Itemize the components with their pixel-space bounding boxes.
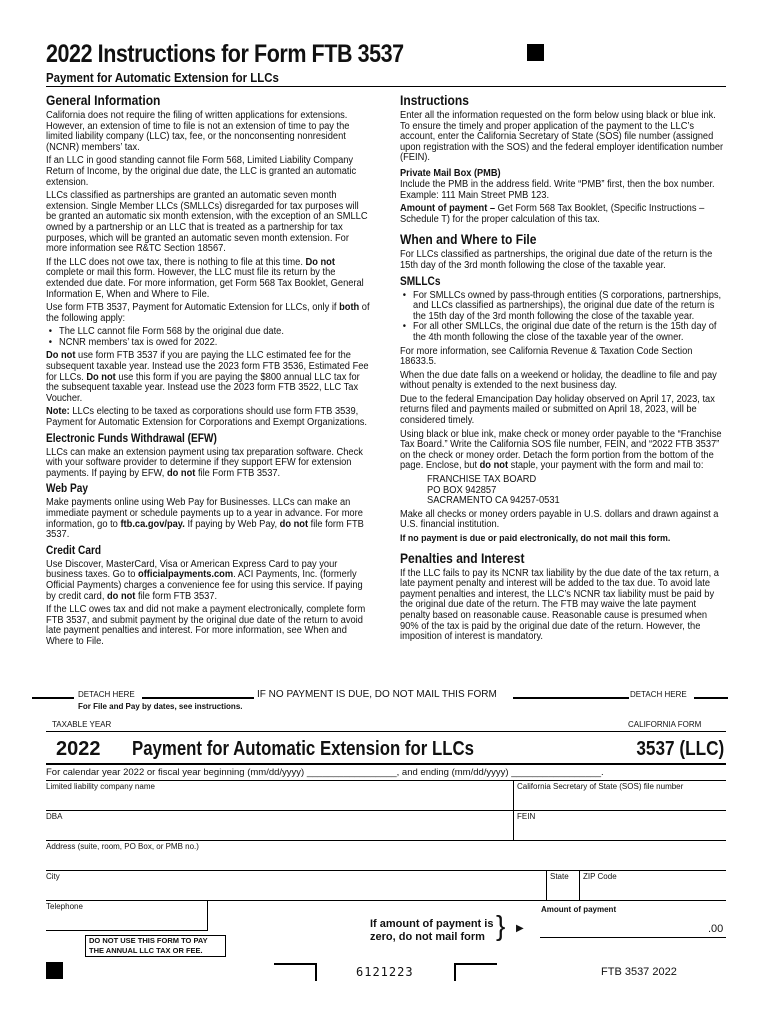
paragraph: When the due date falls on a weekend or holiday, the deadline to file and pay without penalty is extended to the next business day. [400,369,717,392]
mailing-address: FRANCHISE TAX BOARD PO BOX 942857 SACRAMENTO CA 94257-0531 [427,474,560,507]
detach-dash [513,697,629,699]
sos-file-number-label: California Secretary of State (SOS) file number [517,782,684,791]
field-rule [46,870,726,871]
period-line: For calendar year 2022 or fiscal year beginning (mm/dd/yyyy) _________________, and ending (mm/dd/yyyy) _________________. [46,767,604,778]
paragraph: Use form FTB 3537, Payment for Automatic Extension for LLCs, only if both of the following apply: [46,302,370,324]
paragraph: Make all checks or money orders payable in U.S. dollars and drawn against a U.S. financial institution. [400,508,719,531]
paragraph: Do not use form FTB 3537 if you are paying the LLC estimated fee for the subsequent taxable year. Instead use the 2023 form FTB 3536, Estimated Fee for LLCs. Do not use this form if you are paying the $800 annual LLC tax for the subsequent taxable year. Instead use the 2023 form FTB 3522, LLC Tax Voucher. [46,350,369,404]
no-payment-notice: If no payment is due or paid electronically, do not mail this form. [400,533,671,544]
detach-center-text: IF NO PAYMENT IS DUE, DO NOT MAIL THIS FORM [257,689,497,700]
field-divider [207,900,208,930]
california-form-label: CALIFORNIA FORM [628,720,702,729]
paragraph: If an LLC in good standing cannot file Form 568, Limited Liability Company Return of Income, by the original due date, the LLC is granted an automatic extension. [46,155,357,188]
paragraph: LLCs classified as partnerships are granted an automatic seven month extension. Single Member LLCs (SMLLCs) disregarded for tax purposes will be granted an automatic six month extension, with the exception of an SMLLC owned by a partnership or an LLC that is treated as a partnership for tax purposes, which will be granted an automatic seven month extension. For more information see R&TC Section 18567. [46,190,368,255]
scan-bracket-left [274,963,317,981]
dba-label: DBA [46,812,63,821]
when-where-heading: When and Where to File [400,231,537,248]
paragraph: Using black or blue ink, make check or money order payable to the “Franchise Tax Board.” Write the California SOS file number, FEIN, and “2022 FTB 3537” on the check or money order. Detach the form portion from the bottom of the page. Enclose, but do not staple, your payment with the form and mail to: [400,428,722,472]
form-code: 6121223 [356,965,414,979]
smllcs-heading: SMLLCs [400,275,441,288]
paragraph: Include the PMB in the address field. Write “PMB” first, then the box number. Example: 111 Main Street PMB 123. [400,178,715,201]
header-rule [46,86,726,87]
annual-tax-notice: DO NOT USE THIS FORM TO PAY THE ANNUAL LLC TAX OR FEE. [85,935,226,957]
paragraph: Due to the federal Emancipation Day holiday observed on April 17, 2023, tax returns filed and payments mailed or submitted on April 18, 2023, will be considered timely. [400,393,715,427]
page-subtitle: Payment for Automatic Extension for LLCs [46,70,279,85]
detach-here-right: DETACH HERE [630,690,687,699]
file-pay-note: For File and Pay by dates, see instructions. [78,702,243,711]
scan-bracket-right [454,963,497,981]
pmb-heading: Private Mail Box (PMB) [400,166,501,179]
list-item: • The LLC cannot file Form 568 by the original due date. [46,327,370,338]
list-item: • For all other SMLLCs, the original due date of the return is the 15th day of the 4th month following the close of the taxable year of the owner. [400,322,726,343]
page-title: 2022 Instructions for Form FTB 3537 [46,40,404,68]
detach-dash [694,697,728,699]
arrow-right-icon: ▶ [516,923,524,934]
paragraph: LLCs can make an extension payment using tax preparation software. Check with your software provider to determine if they support EFW for extension payments. If paying by EFW, do not file Form FTB 3537. [46,446,363,479]
voucher-top-rule [46,731,726,732]
field-divider [579,870,580,900]
field-rule [46,810,726,811]
form-year: 2022 [56,738,101,760]
instructions-heading: Instructions [400,92,469,108]
paragraph: For LLCs classified as partnerships, the original due date of the return is the 15th day of the 3rd month following the close of the taxable year. [400,249,713,271]
smllc-list [400,291,726,344]
web-pay-heading: Web Pay [46,483,89,496]
paragraph: If the LLC owes tax and did not make a payment electronically, complete form FTB 3537, and submit payment by the original due date of the return to avoid late payment penalties and interest. For more information, see When and Where to File. [46,604,366,647]
zip-code-label: ZIP Code [583,872,617,881]
detach-here-left: DETACH HERE [78,690,135,699]
fein-label: FEIN [517,812,536,821]
paragraph: Enter all the information requested on the form below using black or blue ink. To ensure the timely and proper application of the payment to the LLC’s account, enter the California Secretary of State (SOS) file number (assigned upon registration with the SOS) and the federal employer identification number (FEIN). [400,110,724,164]
telephone-label: Telephone [46,902,83,911]
field-rule [46,780,726,781]
form-number: 3537 (LLC) [636,738,724,760]
penalties-heading: Penalties and Interest [400,549,525,566]
paragraph: If the LLC does not owe tax, there is nothing to file at this time. Do not complete or mail this form. However, the LLC must file its return by the extended due date. For more information, get Form 568 Tax Booklet, General Information E, When and Where to File. [46,256,364,300]
brace-icon: } [496,910,506,941]
amount-input-line [540,937,726,938]
zero-payment-message: If amount of payment is zero, do not mail form [370,918,494,943]
paragraph: California does not require the filing of written applications for extensions. However, an extension of time to file is not an extension of time to pay the limited liability company (LLC) tax, fee, or the nonconsenting nonresident (NCNR) members’ tax. [46,110,350,153]
field-rule [46,930,208,931]
paragraph: If the LLC fails to pay its NCNR tax liability by the due date of the tax return, a late payment penalty and interest will be added to the tax due. To avoid late payment penalties and interest, the LLC’s NCNR tax liability must be paid by the original due date of the return. The FTB may waive the late payment penalty based on reasonable cause. Reasonable cause is presumed when 90% of the tax is paid by the original due date of the return. However, the imposition of interest is mandatory. [400,567,719,643]
amount-of-payment-label: Amount of payment [541,905,617,914]
field-rule [46,900,726,901]
paragraph: Make payments online using Web Pay for Businesses. LLCs can make an immediate payment or schedule payments up to a year in advance. For more information, go to ftb.ca.gov/pay. If paying by Web Pay, do not file form FTB 3537. [46,497,364,541]
general-information-heading: General Information [46,92,161,108]
form-title: Payment for Automatic Extension for LLCs [132,738,474,760]
list-item: • NCNR members’ tax is owed for 2022. [46,338,370,349]
llc-name-label: Limited liability company name [46,782,155,791]
taxable-year-label: TAXABLE YEAR [52,720,112,729]
detach-dash [142,697,254,699]
credit-card-heading: Credit Card [46,544,102,557]
paragraph: For more information, see California Revenue & Taxation Code Section 18633.5. [400,345,693,368]
detach-dash [32,697,74,699]
amount-cents: .00 [708,923,724,935]
conditions-list [46,327,370,348]
right-column [400,89,726,646]
form-footer: FTB 3537 2022 [601,966,677,978]
title-rule [46,763,726,765]
paragraph: Use Discover, MasterCard, Visa or American Express Card to pay your business taxes. Go to officialpayments.com. ACI Payments, Inc. (formerly Official Payments) charges a convenience fee for using this service. If paying by credit card, do not file form FTB 3537. [46,558,363,602]
field-divider [546,870,547,900]
registration-mark-top [527,44,544,61]
registration-mark-bottom [46,962,63,979]
field-rule [46,840,726,841]
address-label: Address (suite, room, PO Box, or PMB no.) [46,842,199,851]
left-column [46,89,370,651]
list-item: • For SMLLCs owned by pass-through entities (S corporations, partnerships, and LLCs classified as partnerships), the original due date of the return is the 15th day of the 3rd month following the close of the taxable year. [400,291,726,323]
efw-heading: Electronic Funds Withdrawal (EFW) [46,432,217,445]
state-label: State [550,872,569,881]
city-label: City [46,872,60,881]
paragraph: Amount of payment – Get Form 568 Tax Booklet, (Specific Instructions – Schedule T) for the proper calculation of this tax. [400,203,705,225]
paragraph: Note: LLCs electing to be taxed as corporations should use form FTB 3539, Payment for Automatic Extension for Corporations and Exempt Organizations. [46,406,368,429]
